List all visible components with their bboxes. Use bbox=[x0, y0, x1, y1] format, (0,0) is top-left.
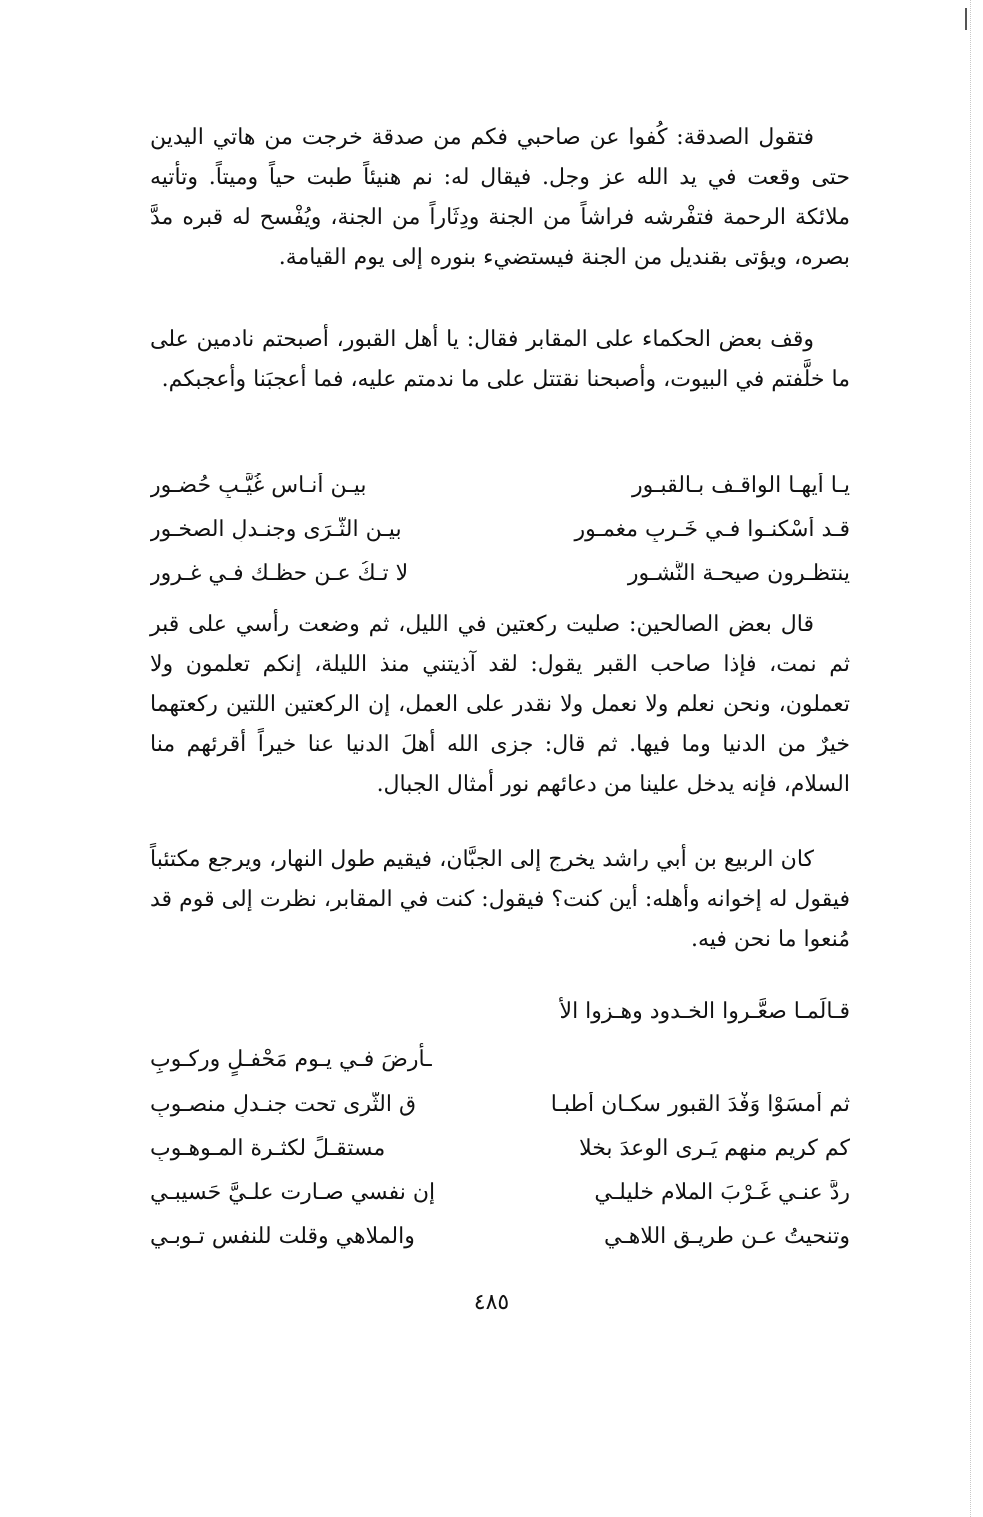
poem-verse bbox=[150, 551, 850, 595]
verse-second-half: والملاهي وقلت للنفس تـوبـي bbox=[150, 1223, 415, 1249]
verse-first-half: ثم أمسَوْا وَفْدَ القبور سكـان أطبـا bbox=[550, 1091, 850, 1117]
verse-second-half: مستقـلٍّ لكثـرة المـوهـوبِ bbox=[150, 1135, 386, 1161]
verse-second-half: بيـن الثَّـرَى وجنـدلِ الصخـورِ bbox=[150, 516, 402, 542]
poem-verse bbox=[150, 1126, 850, 1170]
poem-2-line-1: قـالَمـا صعَّـروا الخـدود وهـزوا الأ bbox=[559, 999, 850, 1024]
verse-first-half: يـا أيهـا الواقـف بـالقبـورِ bbox=[632, 472, 850, 498]
verse-first-half: وتنحيتُ عـن طريـق اللاهـي bbox=[603, 1223, 850, 1249]
poem-verse bbox=[150, 507, 850, 551]
poem-verse bbox=[150, 463, 850, 507]
verse-second-half: إن نفسي صـارت علـيَّ حَسيبـي bbox=[150, 1179, 436, 1205]
scan-mark bbox=[965, 8, 967, 30]
poem-2 bbox=[150, 1082, 850, 1258]
verse-second-half: ق الثَّرى تحت جنـدلٍ منصـوبِ bbox=[150, 1091, 417, 1117]
paragraph-2: وقف بعض الحكماء على المقابر فقال: يا أهل القبور، أصبحتم نادمين على ما خلَّفتم في البيوت، وأصبحنا نقتتل على ما ندمتم عليه، فما أعجبَنا وأعجبكم. bbox=[150, 327, 850, 392]
paragraph-4: كان الربيع بن أبي راشد يخرج إلى الجبَّان، فيقيم طول النهار، ويرجع مكتئباً فيقول له إخوانه وأهله: أين كنت؟ فيقول: كنت في المقابر، نظرت إلى قوم قد مُنعوا ما نحن فيه. bbox=[150, 847, 850, 952]
paragraph-1: فتقول الصدقة: كُفوا عن صاحبي فكم من صدقة خرجت من هاتي اليدين حتى وقعت في يد الله عز وجل. فيقال له: نم هنيئاً طبت حياً وميتاً. وتأتيه ملائكة الرحمة فتفْرشه فراشاً من الجنة ودِثَاراً من الجنة، ويُفْسح له قبره مدَّ بصره، ويؤتى بقنديل من الجنة فيستضيء بنوره إلى يوم القيامة. bbox=[150, 125, 850, 270]
verse-first-half: ردَّ عنـي غَـرْبَ الملام خليلـي bbox=[594, 1179, 850, 1205]
verse-second-half: بيـن أُنـاسٍ غُيَّـبٍ حُضـورِ bbox=[150, 472, 367, 498]
verse-second-half: لا تـكُ عـن حظـك فـي غـرورِ bbox=[150, 560, 409, 586]
verse-first-half: كم كريمٍ منهم يَـرى الوعدَ بخلا bbox=[579, 1135, 850, 1161]
poem-2-line-2: ـأرضَ فـي يـوم مَحْفـلٍ وركـوبِ bbox=[150, 1047, 432, 1072]
poem-verse bbox=[150, 1170, 850, 1214]
page-number: ٤٨٥ bbox=[473, 1290, 510, 1315]
paragraph-3: قال بعض الصالحين: صليت ركعتين في الليل، ثم وضعت رأسي على قبر ثم نمت، فإذا صاحب القبر يقول: لقد آذيتني منذ الليلة، إنكم تعلمون ولا تعملون، ونحن نعلم ولا نعمل ولا نقدر على العمل، إن الركعتين اللتين ركعتهما خيرٌ من الدنيا وما فيها. ثم قال: جزى الله أهلَ الدنيا عنا خيراً أقرئهم منا السلام، فإنه يدخل علينا من دعائهم نور أمثال الجبال. bbox=[150, 612, 850, 797]
poem-verse bbox=[150, 1082, 850, 1126]
poem-1 bbox=[150, 463, 850, 595]
poem-verse bbox=[150, 1214, 850, 1258]
verse-first-half: قـد أُسْكنـوا فـي خَـرِبٍ مغمـور bbox=[574, 516, 850, 542]
verse-first-half: ينتظـرون صيحـة النُّشـور bbox=[627, 560, 850, 586]
